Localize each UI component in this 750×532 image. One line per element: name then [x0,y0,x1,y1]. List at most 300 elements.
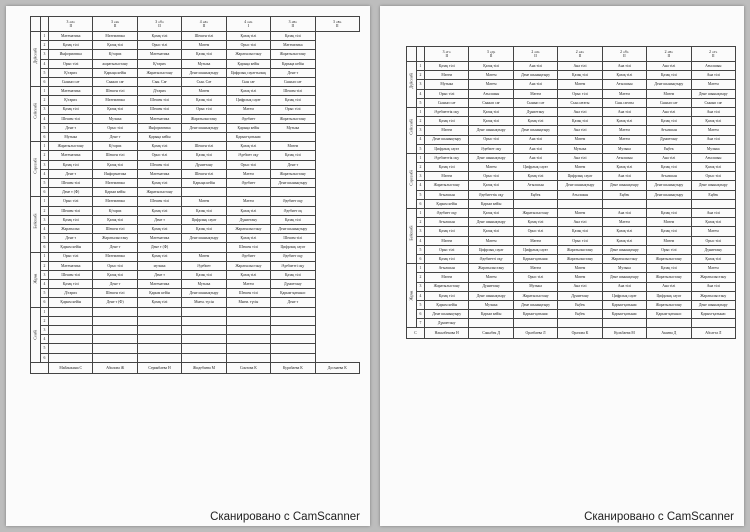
lesson-cell: Жаратылыстану [182,114,226,123]
lesson-cell: Информатика [137,123,181,132]
lesson-row [31,307,360,316]
lesson-cell: Жаратылыстану [226,224,270,233]
teacher-name: Сакыбек Д [469,328,513,339]
lesson-number: 1 [417,153,425,162]
lesson-cell: Орыс тілі [93,123,137,132]
lesson-cell: Қазақ тілі [182,224,226,233]
lesson-number: 1 [417,264,425,273]
lesson-cell: Қарым-қатынас [647,310,691,319]
lesson-cell: Қазақ тілі [691,163,735,172]
lesson-cell [271,335,315,344]
lesson-cell: Дене шынықтыру [182,68,226,77]
lesson-cell: Матем [469,236,513,245]
lesson-cell: Еңбек [602,190,646,199]
lesson-cell: Дене шынықтыру [558,181,602,190]
lesson-cell: Қазақ тілі [558,71,602,80]
lesson-cell: Цифрлық сауат [513,245,557,254]
lesson-cell: Қ/тарих [137,59,181,68]
lesson-cell: Дүниетану [513,107,557,116]
lesson-row [31,224,360,233]
lesson-cell: Сын.сағаты [558,98,602,107]
lesson-cell: Музыка [691,144,735,153]
lesson-cell: Ана тілі [558,107,602,116]
lesson-cell: Жаратылыстану [425,181,469,190]
lesson-number: 5 [41,123,49,132]
teachers-label: С [407,328,425,339]
lesson-cell: Математика [93,96,137,105]
lesson-cell: Шешен тілі [182,32,226,41]
lesson-row [31,123,360,132]
teacher-name: Майлыкина С [49,362,93,373]
lesson-cell: Қазақ тілі [425,227,469,236]
lesson-cell [182,353,226,362]
column-header: 3 «а» II [49,17,93,32]
lesson-row [31,160,360,169]
lesson-cell: Орыс тілі [137,41,181,50]
lesson-cell: Дене шынықтыру [691,181,735,190]
lesson-row [31,133,360,142]
lesson-cell: Дене шынықтыру [469,218,513,227]
lesson-cell: Дене шынықтыру [691,89,735,98]
lesson-cell: Дене шынықтыру [513,300,557,309]
day-label [407,209,417,264]
lesson-row [31,59,360,68]
lesson-cell: Қазақ тілі [513,218,557,227]
lesson-cell: Дүниетану [691,245,735,254]
lesson-cell: Цифрлық сауат [647,291,691,300]
lesson-row [31,206,360,215]
lesson-cell: Қазақ тілі [469,227,513,236]
lesson-cell [691,199,735,208]
lesson-cell: Жаратылыстану [647,254,691,263]
lesson-cell: Қазақ тілі [647,163,691,172]
lesson-cell: Еңбек [558,310,602,319]
lesson-number: 6 [41,243,49,252]
lesson-number: 2 [41,206,49,215]
lesson-row [31,68,360,77]
lesson-number: 4 [41,59,49,68]
lesson-cell: Матем [226,280,270,289]
lesson-cell: Қарым кейін [425,199,469,208]
lesson-cell: Қарыңа кейін [182,179,226,188]
lesson-cell: Математика [49,151,93,160]
lesson-cell: Музыка [182,280,226,289]
lesson-cell: Әдебиеттік оқу [469,190,513,199]
lesson-cell: Цифрлық сауат [469,245,513,254]
lesson-number: 3 [417,80,425,89]
day-name: Дүйсенбі [408,73,414,89]
column-header: 3 «г» II [425,47,469,62]
lesson-number: 1 [41,307,49,316]
lesson-cell: Ана тілі [602,172,646,181]
lesson-cell: Матем [182,87,226,96]
lesson-number: 4 [41,169,49,178]
lesson-row [407,107,736,116]
lesson-row [407,264,736,273]
lesson-cell [49,335,93,344]
lesson-cell: Ана тілі [647,62,691,71]
lesson-cell: Қазақ тілі [271,151,315,160]
lesson-cell [137,344,181,353]
day-label [31,142,41,197]
lesson-cell: Дене шынықтыру [469,291,513,300]
lesson-number: 4 [41,280,49,289]
lesson-cell: Шешен тілі [182,169,226,178]
lesson-row [407,172,736,181]
lesson-number: 3 [41,105,49,114]
lesson-cell: Матем [602,89,646,98]
day-name: Жұма [32,274,38,285]
lesson-row [31,261,360,270]
lesson-cell: Дүниетану [271,280,315,289]
lesson-cell: Қазақ тілі [137,224,181,233]
lesson-cell: Орыс тілі [691,236,735,245]
lesson-cell: Жаратылыстану [93,234,137,243]
lesson-cell: Матем [558,273,602,282]
lesson-cell: Математика [93,197,137,206]
lesson-cell: Математика [93,179,137,188]
day-name: Сенбі [32,329,38,340]
lesson-cell: Ана тілі [602,107,646,116]
lesson-cell [226,335,270,344]
lesson-cell: Цифрлық сауат [513,163,557,172]
lesson-cell: Қазақ тілі [226,32,270,41]
lesson-row [407,181,736,190]
lesson-cell: Орыс тілі [226,160,270,169]
lesson-cell: Матем [425,273,469,282]
day-label [31,197,41,252]
lesson-cell: Дене шынықтыру [182,289,226,298]
lesson-cell: Математика [49,87,93,96]
lesson-cell: Қазақ тілі [182,96,226,105]
column-header [417,47,425,62]
lesson-cell: Информатика [93,169,137,178]
lesson-number: 6 [41,77,49,86]
teachers-label [31,362,49,373]
lesson-cell: Дене шынықтыру [271,224,315,233]
lesson-cell [182,344,226,353]
lesson-row [407,89,736,98]
lesson-cell: Әдебиет оқу [271,252,315,261]
lesson-cell: Сынып сағ [49,77,93,86]
lesson-number: 6 [417,310,425,319]
lesson-number: 2 [41,41,49,50]
lesson-number: 5 [417,190,425,199]
lesson-cell: Дүниетану [425,319,469,328]
lesson-cell: Математика [49,261,93,270]
lesson-cell: Қазақ тілі [469,209,513,218]
lesson-cell: Цифрлық сауат [558,172,602,181]
lesson-cell: Қазақ тілі [602,117,646,126]
lesson-cell: Қазақ тілі [182,50,226,59]
lesson-cell: Еңбек [647,144,691,153]
lesson-number: 3 [41,326,49,335]
lesson-cell: Дене шынықтыру [602,245,646,254]
lesson-cell: Д/тарих [49,289,93,298]
lesson-cell [182,307,226,316]
lesson-cell: Шешен тілі [137,197,181,206]
lesson-number: 5 [41,289,49,298]
lesson-row [407,98,736,107]
left-page [6,6,370,526]
lesson-cell: Еңбек [558,300,602,309]
lesson-cell [182,335,226,344]
lesson-number: 2 [41,96,49,105]
lesson-cell: Музыка [182,59,226,68]
lesson-cell: Қазақ тілі [226,234,270,243]
lesson-cell: Қазақ тілі [425,163,469,172]
column-header: 2 «г» II [691,47,735,62]
lesson-number: 3 [417,172,425,181]
lesson-row [31,344,360,353]
lesson-cell: Музыка [49,133,93,142]
lesson-number: 6 [41,133,49,142]
lesson-cell: Әдебиеттік оқу [425,153,469,162]
lesson-cell: Ағылшын [513,181,557,190]
lesson-row [31,335,360,344]
lesson-row [407,218,736,227]
scanner-watermark-right: Сканировано с CamScanner [584,511,734,523]
lesson-cell: Қазақ тілі [49,280,93,289]
lesson-cell: Қазақ тілі [137,206,181,215]
column-header: 4 «ә» I [226,17,270,32]
lesson-row [407,282,736,291]
lesson-cell: Жаратылыстану [137,68,181,77]
lesson-cell: Матем [691,227,735,236]
lesson-cell: Орыс тілі [137,151,181,160]
lesson-cell [226,344,270,353]
lesson-cell [93,326,137,335]
lesson-row [407,62,736,71]
lesson-cell [49,307,93,316]
lesson-row [31,41,360,50]
lesson-cell: Қазақ тілі [182,151,226,160]
lesson-cell: Дене т [271,68,315,77]
day-label [31,32,41,87]
lesson-row [407,80,736,89]
lesson-number: 1 [41,142,49,151]
lesson-cell: Ағылшын [469,89,513,98]
lesson-cell: Орыс тілі [226,41,270,50]
lesson-row [31,280,360,289]
lesson-cell: Дене шынықтыру [647,181,691,190]
lesson-cell: Қазақ тілі [469,62,513,71]
lesson-cell: Цифрлық сауаттылық [226,68,270,77]
lesson-cell: Ана тілі [513,144,557,153]
lesson-cell: Дене т (Ф) [93,298,137,307]
lesson-cell: Жаратылыстану [425,282,469,291]
lesson-cell [271,133,315,142]
lesson-cell: Шешен тілі [49,270,93,279]
lesson-row [31,32,360,41]
lesson-cell: Әдебиетті оқу [469,254,513,263]
schedule-table-left [30,16,360,374]
lesson-number: 1 [41,32,49,41]
lesson-number: 6 [41,188,49,197]
lesson-cell: Сынып сағ [513,98,557,107]
lesson-cell: Ағылшын [425,264,469,273]
lesson-cell: Жаратылыстану [558,254,602,263]
lesson-cell: Дене т [271,160,315,169]
lesson-cell: Ағылшын [602,153,646,162]
teacher-name: Жидебаева М [182,362,226,373]
lesson-cell [271,326,315,335]
column-header [41,17,49,32]
lesson-cell [182,316,226,325]
lesson-cell [271,188,315,197]
lesson-row [407,300,736,309]
lesson-cell: Қ/тарих [93,142,137,151]
lesson-cell: Қарыңа кейін [271,59,315,68]
lesson-cell: Ана тілі [558,126,602,135]
lesson-cell: Шешен тілі [226,289,270,298]
lesson-cell: Математика [137,234,181,243]
lesson-number: 5 [41,344,49,353]
lesson-number: 5 [417,98,425,107]
lesson-cell [137,307,181,316]
lesson-cell: Ағылшын [691,153,735,162]
lesson-cell: Шешен тілі [49,206,93,215]
teacher-name: Абилова Ж [93,362,137,373]
lesson-cell: Әдебиет [226,114,270,123]
lesson-row [407,273,736,282]
lesson-cell: Орыс тілі [425,245,469,254]
lesson-row [31,105,360,114]
lesson-row [407,209,736,218]
lesson-cell: Шешен тілі [137,160,181,169]
lesson-row [407,245,736,254]
lesson-cell: Ана тілі [558,62,602,71]
lesson-cell: Дүниетану [558,291,602,300]
lesson-cell: Қарыңа кейін [226,59,270,68]
lesson-cell: Шешен тілі [93,289,137,298]
lesson-cell: Ағылшын [425,218,469,227]
lesson-cell: Қазақ тілі [226,206,270,215]
lesson-cell: Дене шынықтыру [425,310,469,319]
lesson-cell: Дене шынықтыру [182,234,226,243]
lesson-cell: Матем [226,169,270,178]
lesson-number: 2 [417,218,425,227]
lesson-cell: Музыка [271,123,315,132]
column-header [31,17,41,32]
lesson-cell: Орыс тілі [271,105,315,114]
lesson-cell: Дене т [49,169,93,178]
lesson-cell: Математика [93,32,137,41]
lesson-cell: Жаратылыстану [137,188,181,197]
lesson-cell: Дене шынықтыру [469,126,513,135]
lesson-cell [558,199,602,208]
lesson-cell: Шешен тілі [137,96,181,105]
day-name: Сейсенбі [32,103,38,119]
lesson-cell: Қазақ тілі [49,105,93,114]
lesson-cell: Матем [469,80,513,89]
lesson-cell: Қазақ тілі [271,270,315,279]
lesson-cell: Сынып сағ [647,98,691,107]
lesson-number: 3 [417,126,425,135]
day-name: Сәрсенбі [408,170,414,186]
lesson-row [407,153,736,162]
lesson-cell: Қазақ тілі [513,117,557,126]
lesson-cell: Орыс тілі [469,135,513,144]
lesson-cell: Қ/тарих [49,68,93,77]
lesson-number: 4 [41,114,49,123]
lesson-cell: Қазақ тілі [137,32,181,41]
lesson-row [407,319,736,328]
lesson-cell: Ағылшын [558,190,602,199]
lesson-cell: Информатика [49,50,93,59]
lesson-row [407,190,736,199]
lesson-cell: Матем [182,252,226,261]
lesson-row [31,114,360,123]
lesson-cell: Музыка [93,114,137,123]
lesson-cell: Қарым кейін [469,199,513,208]
lesson-cell: Қарым-қатынас [271,289,315,298]
lesson-cell [513,319,557,328]
lesson-cell: Дүниетану [226,215,270,224]
lesson-cell: Шешен тілі [226,243,270,252]
lesson-cell: Дене шынықтыру [602,273,646,282]
lesson-cell: Матем [647,218,691,227]
lesson-cell: Дүниетану [647,135,691,144]
lesson-cell: Математика [93,252,137,261]
lesson-cell: Орыс тілі [513,273,557,282]
lesson-cell: Әдебиет [182,261,226,270]
lesson-row [31,188,360,197]
lesson-cell: Дене т [93,243,137,252]
lesson-row [31,243,360,252]
lesson-number: 1 [41,87,49,96]
lesson-row [407,227,736,236]
lesson-cell: Еңбек [691,190,735,199]
lesson-cell: Қазақ тілі [647,209,691,218]
lesson-cell: Дене т [93,280,137,289]
lesson-cell [647,319,691,328]
lesson-cell: Қарым кейін [137,289,181,298]
lesson-cell: Дене шынықтыру [513,126,557,135]
lesson-cell: Музыка [602,144,646,153]
lesson-cell: Қазақ тілі [425,62,469,71]
lesson-cell: Дене шынықтыру [513,71,557,80]
lesson-cell: Шешен тілі [93,87,137,96]
lesson-cell: Орыс тілі [425,89,469,98]
lesson-cell: музыка [137,261,181,270]
lesson-number: 3 [41,270,49,279]
lesson-row [407,71,736,80]
lesson-number: 2 [41,316,49,325]
lesson-cell: Сын. Сағ [137,77,181,86]
lesson-cell: Қарым-қатынас [691,310,735,319]
column-header: 2 «в» II [647,47,691,62]
lesson-cell: Қарыңа кейін [226,123,270,132]
lesson-cell: Қазақ тілі [602,227,646,236]
lesson-cell: Қазақ тілі [558,117,602,126]
lesson-cell: Математика [137,280,181,289]
lesson-cell: Сынып сағ [469,98,513,107]
lesson-cell: Дене т [271,298,315,307]
lesson-cell: Қазақ тілі [93,215,137,224]
lesson-number: 3 [417,282,425,291]
lesson-cell: Ана тілі [558,282,602,291]
lesson-number: 4 [41,335,49,344]
lesson-cell: Матем [558,264,602,273]
lesson-cell: Матем [558,163,602,172]
lesson-cell: Сынып сағ [691,98,735,107]
lesson-cell: Шешен тілі [49,179,93,188]
lesson-cell: Жаратылыстану [558,245,602,254]
lesson-row [31,179,360,188]
lesson-cell: Дене т (Ф) [49,188,93,197]
lesson-cell: Орыс тілі [49,59,93,68]
